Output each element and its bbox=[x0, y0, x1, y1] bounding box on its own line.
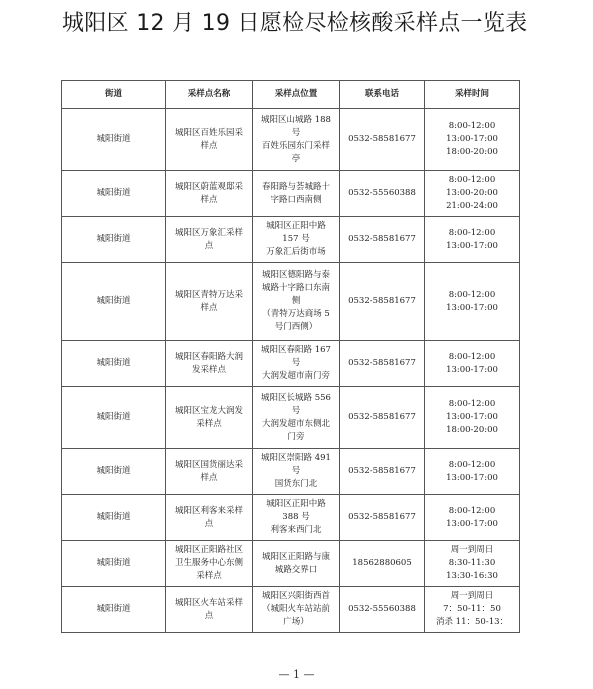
cell-location-line: 字路口西南侧 bbox=[270, 194, 322, 205]
cell-location-line: 城阳区德阳路与泰 bbox=[261, 270, 330, 280]
cell-time-line: 7：50-11：50 bbox=[443, 604, 501, 614]
cell-site-name bbox=[166, 587, 253, 633]
cell-time-line: 13:00-20:00 bbox=[446, 188, 498, 198]
sampling-sites-table bbox=[61, 80, 520, 633]
cell-location-line: 号门西侧） bbox=[274, 322, 318, 332]
cell-location-line: 春阳路与荟城路十 bbox=[261, 181, 330, 192]
cell-site-name-line: 城阳区蔚蓝观邸采 bbox=[174, 181, 243, 192]
cell-site-name bbox=[166, 387, 253, 449]
cell-site-name-line: 样点 bbox=[200, 472, 218, 483]
cell-location bbox=[253, 341, 340, 387]
cell-time-line: 周一到周日 bbox=[450, 591, 494, 601]
cell-location-line: 城阳区春阳路 167 bbox=[261, 345, 331, 355]
cell-location-line: （青特万达商场 5 bbox=[262, 309, 330, 319]
cell-location-line: 城阳区兴阳街西首 bbox=[261, 591, 330, 601]
cell-street: 城阳街道 bbox=[62, 263, 166, 341]
cell-phone: 0532-55560388 bbox=[340, 587, 425, 633]
cell-location bbox=[253, 109, 340, 171]
cell-location-line: 号 bbox=[291, 127, 301, 138]
cell-location-line: 国货东门北 bbox=[274, 479, 318, 489]
page-number: — 1 — bbox=[278, 668, 315, 681]
table-row bbox=[62, 171, 520, 217]
cell-street: 城阳街道 bbox=[62, 109, 166, 171]
cell-time-line: 13:30-16:30 bbox=[446, 571, 498, 581]
cell-site-name bbox=[166, 217, 253, 263]
cell-location bbox=[253, 449, 340, 495]
table-row bbox=[62, 341, 520, 387]
cell-phone: 18562880605 bbox=[340, 541, 425, 587]
table-header-row bbox=[62, 81, 520, 109]
cell-location-line: 388 号 bbox=[282, 512, 310, 522]
cell-site-name-line: 城阳区宝龙大润发 bbox=[174, 405, 243, 416]
cell-time-line: 13:00-17:00 bbox=[446, 472, 498, 483]
cell-time-line: 8:00-12:00 bbox=[448, 227, 496, 238]
cell-site-name-line: 点 bbox=[204, 610, 214, 621]
cell-street: 城阳街道 bbox=[62, 587, 166, 633]
header-time: 采样时间 bbox=[425, 81, 520, 109]
header-location: 采样点位置 bbox=[253, 81, 340, 109]
cell-site-name bbox=[166, 541, 253, 587]
table-body bbox=[62, 109, 520, 633]
cell-location bbox=[253, 587, 340, 633]
cell-street: 城阳街道 bbox=[62, 341, 166, 387]
cell-time bbox=[425, 171, 520, 217]
cell-street: 城阳街道 bbox=[62, 449, 166, 495]
cell-location-line: 号 bbox=[291, 405, 301, 416]
cell-location-line: 城阳区山城路 188 bbox=[261, 114, 331, 125]
cell-site-name bbox=[166, 449, 253, 495]
cell-phone: 0532-55560388 bbox=[340, 171, 425, 217]
cell-location-line: 城阳区正阳路与康 bbox=[261, 551, 330, 562]
cell-site-name-line: 城阳区春阳路大润 bbox=[174, 351, 243, 362]
cell-phone: 0532-58581677 bbox=[340, 109, 425, 171]
table-row bbox=[62, 495, 520, 541]
cell-time-line: 8:00-12:00 bbox=[448, 505, 496, 516]
cell-site-name-line: 城阳区利客来采样 bbox=[174, 505, 243, 516]
cell-time-line: 8:00-12:00 bbox=[448, 399, 496, 409]
cell-site-name-line: 城阳区火车站采样 bbox=[174, 597, 243, 608]
cell-site-name-line: 点 bbox=[204, 518, 214, 529]
cell-location-line: 万象汇后街市场 bbox=[266, 247, 326, 257]
cell-site-name-line: 点 bbox=[204, 240, 214, 251]
cell-street: 城阳街道 bbox=[62, 217, 166, 263]
cell-phone: 0532-58581677 bbox=[340, 341, 425, 387]
cell-location-line: 利客来西门北 bbox=[270, 525, 322, 535]
cell-site-name-line: 城阳区青特万达采 bbox=[174, 289, 243, 300]
cell-time-line: 周一到周日 bbox=[450, 545, 494, 555]
cell-time bbox=[425, 587, 520, 633]
cell-location-line: 大润发超市南门旁 bbox=[261, 371, 330, 381]
cell-time-line: 18:00-20:00 bbox=[446, 425, 498, 435]
cell-site-name-line: 城阳区万象汇采样 bbox=[174, 227, 243, 238]
cell-time bbox=[425, 541, 520, 587]
cell-time bbox=[425, 387, 520, 449]
cell-location-line: 大润发超市东侧北 bbox=[261, 418, 330, 429]
cell-time-line: 13:00-17:00 bbox=[446, 134, 498, 144]
cell-location-line: 号 bbox=[291, 358, 301, 368]
page-title: 城阳区 12 月 19 日愿检尽检核酸采样点一览表 bbox=[62, 11, 528, 36]
cell-time bbox=[425, 449, 520, 495]
cell-site-name bbox=[166, 109, 253, 171]
cell-location-line: 城阳区正阳中路 bbox=[266, 221, 326, 231]
table-row bbox=[62, 217, 520, 263]
cell-street: 城阳街道 bbox=[62, 171, 166, 217]
cell-location-line: 城路十字路口东南 bbox=[261, 283, 330, 293]
cell-phone: 0532-58581677 bbox=[340, 495, 425, 541]
cell-site-name-line: 城阳区国货丽达采 bbox=[174, 459, 243, 470]
cell-time-line: 13:00-17:00 bbox=[446, 518, 498, 529]
cell-time bbox=[425, 109, 520, 171]
cell-phone: 0532-58581677 bbox=[340, 217, 425, 263]
cell-location-line: 门旁 bbox=[287, 431, 305, 442]
header-site-name: 采样点名称 bbox=[166, 81, 253, 109]
table-row bbox=[62, 587, 520, 633]
cell-location-line: 城阳区正阳中路 bbox=[266, 499, 326, 509]
cell-location-line: 侧 bbox=[291, 296, 301, 306]
cell-time-line: 8:00-12:00 bbox=[448, 289, 496, 300]
cell-time bbox=[425, 217, 520, 263]
cell-time-line: 18:00-20:00 bbox=[446, 147, 498, 157]
cell-location-line: 城阳区长城路 556 bbox=[261, 392, 331, 403]
cell-time bbox=[425, 495, 520, 541]
cell-time-line: 消杀 11：50-13： bbox=[435, 617, 509, 627]
cell-site-name-line: 样点 bbox=[200, 194, 218, 205]
cell-phone: 0532-58581677 bbox=[340, 263, 425, 341]
table-row bbox=[62, 263, 520, 341]
cell-location-line: 号 bbox=[291, 466, 301, 476]
table-row bbox=[62, 541, 520, 587]
cell-location-line: （城阳火车站站前 bbox=[261, 604, 330, 614]
cell-time-line: 8:00-12:00 bbox=[448, 459, 496, 470]
cell-time-line: 8:00-12:00 bbox=[448, 175, 496, 185]
cell-site-name-line: 发采样点 bbox=[191, 364, 226, 375]
cell-location bbox=[253, 541, 340, 587]
cell-location bbox=[253, 171, 340, 217]
cell-location bbox=[253, 217, 340, 263]
cell-location-line: 亭 bbox=[291, 153, 301, 164]
cell-location-line: 广场） bbox=[283, 617, 309, 627]
cell-location bbox=[253, 495, 340, 541]
cell-time-line: 13:00-17:00 bbox=[446, 364, 498, 375]
cell-location bbox=[253, 387, 340, 449]
cell-location-line: 城路交界口 bbox=[274, 564, 318, 575]
cell-location-line: 157 号 bbox=[282, 234, 310, 244]
cell-location bbox=[253, 263, 340, 341]
cell-time-line: 13:00-17:00 bbox=[446, 412, 498, 422]
cell-time-line: 8:00-12:00 bbox=[448, 351, 496, 362]
cell-site-name bbox=[166, 495, 253, 541]
cell-time-line: 13:00-17:00 bbox=[446, 302, 498, 313]
cell-street: 城阳街道 bbox=[62, 541, 166, 587]
table-row bbox=[62, 109, 520, 171]
cell-time-line: 8:30-11:30 bbox=[448, 558, 496, 568]
cell-site-name-line: 采样点 bbox=[196, 571, 222, 581]
cell-phone: 0532-58581677 bbox=[340, 449, 425, 495]
cell-time bbox=[425, 263, 520, 341]
cell-street: 城阳街道 bbox=[62, 495, 166, 541]
table-row bbox=[62, 387, 520, 449]
cell-location-line: 城阳区崇阳路 491 bbox=[261, 453, 331, 463]
header-phone: 联系电话 bbox=[340, 81, 425, 109]
cell-site-name bbox=[166, 171, 253, 217]
cell-site-name-line: 样点 bbox=[200, 140, 218, 151]
cell-site-name-line: 采样点 bbox=[196, 418, 222, 429]
cell-site-name-line: 样点 bbox=[200, 302, 218, 313]
cell-location-line: 百姓乐园东门采样 bbox=[261, 140, 330, 151]
cell-time-line: 13:00-17:00 bbox=[446, 240, 498, 251]
table-row bbox=[62, 449, 520, 495]
cell-time bbox=[425, 341, 520, 387]
cell-site-name bbox=[166, 263, 253, 341]
cell-street: 城阳街道 bbox=[62, 387, 166, 449]
header-street: 街道 bbox=[62, 81, 166, 109]
cell-site-name-line: 城阳区正阳路社区 bbox=[174, 545, 243, 555]
cell-site-name bbox=[166, 341, 253, 387]
cell-site-name-line: 卫生服务中心东侧 bbox=[174, 558, 243, 568]
cell-time-line: 21:00-24:00 bbox=[446, 201, 498, 211]
cell-phone: 0532-58581677 bbox=[340, 387, 425, 449]
cell-time-line: 8:00-12:00 bbox=[448, 121, 496, 131]
cell-site-name-line: 城阳区百姓乐园采 bbox=[174, 127, 243, 138]
